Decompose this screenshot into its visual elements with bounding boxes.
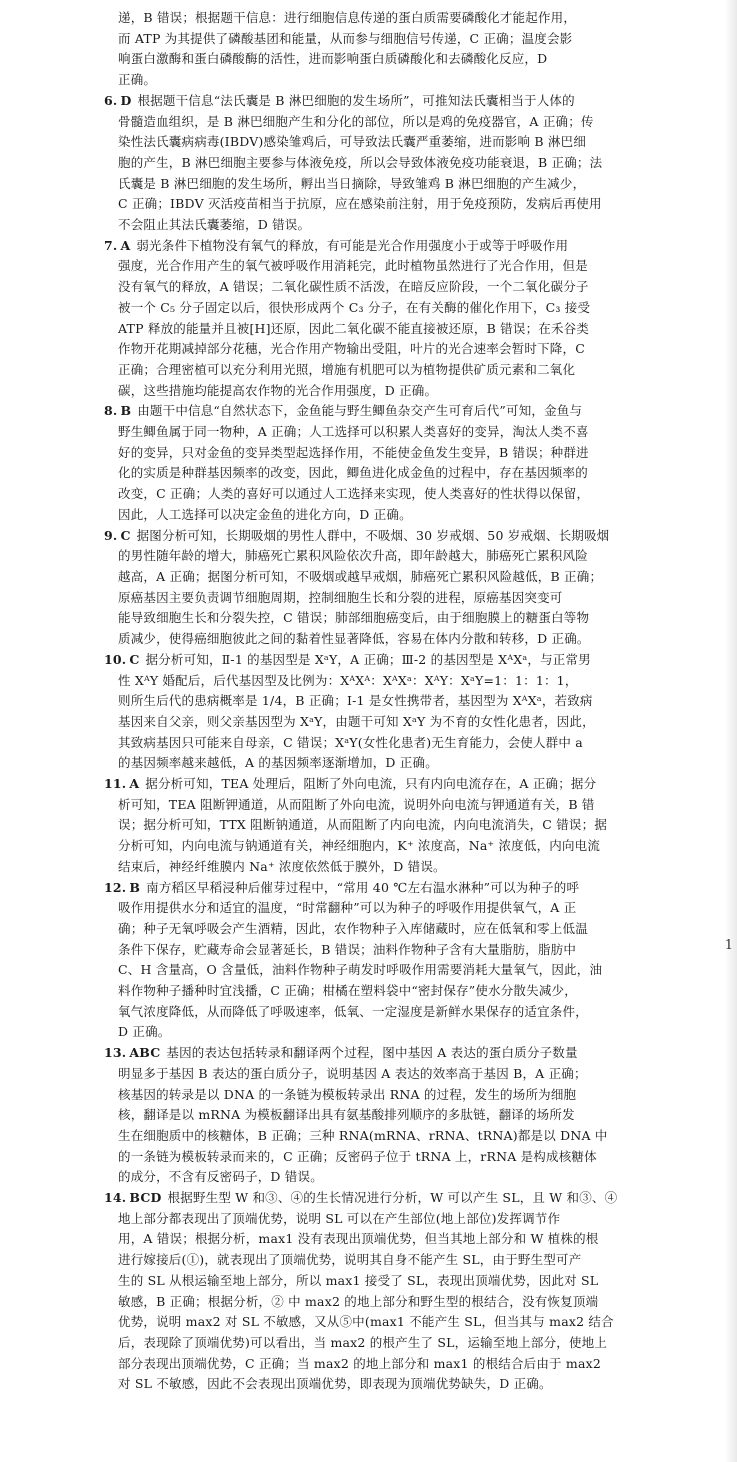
question-number: 12. [104,879,127,895]
answer-choice: B [129,879,141,895]
answer-text: 据图分析可知，长期吸烟的男性人群中，不吸烟、30 岁戒烟、50 岁戒烟、长期吸烟 [136,527,610,543]
question-number: 11. [104,776,127,792]
question-number: 10. [104,651,127,667]
answer-line: 生的 SL 从根运输至地上部分，所以 max1 接受了 SL，表现出顶端优势，因此对 SL [118,1272,599,1288]
answer-line: 作物开花期减掉部分花穗，光合作用产物输出受阻，叶片的光合速率会暂时下降，C [118,341,585,357]
answer-line: ATP 释放的能量并且被[H]还原，因此二氧化碳不能直接被还原，B 错误；在禾谷类 [118,320,590,336]
answer-line [104,1188,713,1209]
intro-paragraph [104,8,713,91]
page-edge-shadow [725,0,737,1462]
answer-line [104,91,713,112]
question-number: 13. [104,1045,127,1061]
answer-line [104,774,713,795]
answer-line: 染性法氏囊病病毒(IBDV)感染雏鸡后，可导致法氏囊严重萎缩，进而影响 B 淋巴细 [118,134,587,150]
answer-line: 好的变异，只对金鱼的变异类型起选择作用，不能使金鱼发生变异，B 错误；种群进 [118,444,589,460]
intro-line: 而 ATP 为其提供了磷酸基团和能量，从而参与细胞信号传递，C 正确；温度会影 [118,30,573,46]
answer-list [104,91,713,1395]
answer-item [104,650,713,774]
answer-line: 核，翻译是以 mRNA 为模板翻译出具有氨基酸排列顺序的多肽链，翻译的场所发 [118,1107,575,1123]
answer-line: 的成分，不含有反密码子，D 错误。 [118,1169,323,1185]
answer-line: 吸作用提供水分和适宜的温度，“时常翻种”可以为种子的呼吸作用提供氧气，A 正 [118,900,577,916]
answer-line: 没有氧气的释放，A 错误；二氧化碳性质不活泼，在暗反应阶段，一个二氧化碳分子 [118,279,589,295]
answer-line: 性 XᴬY 婚配后，后代基因型及比例为：XᴬXᴬ：XᴬXᵃ：XᴬY：XᵃY=1：1：1：1， [118,672,578,688]
answer-line: 胞的产生，B 淋巴细胞主要参与体液免疫，所以会导致体液免疫功能衰退，B 正确；法 [118,154,603,170]
answer-line: 优势，说明 max2 对 SL 不敏感，又从⑤中(max1 不能产生 SL，但当其与 max2 结合 [118,1314,614,1330]
answer-text: 根据题干信息“法氏囊是 B 淋巴细胞的发生场所”，可推知法氏囊相当于人体的 [137,92,575,108]
answer-line: 正确；合理密植可以充分利用光照，增施有机肥可以为植物提供矿质元素和二氧化 [118,361,576,377]
answer-choice: BCD [129,1190,162,1206]
answer-line: 强度，光合作用产生的氧气被呼吸作用消耗完，此时植物虽然进行了光合作用，但是 [118,258,588,274]
answer-text: 基因的表达包括转录和翻译两个过程，图中基因 A 表达的蛋白质分子数量 [166,1045,578,1061]
answer-choice: C [129,651,140,667]
answer-line [104,401,713,422]
answer-item [104,1043,713,1188]
answer-text: 南方稻区早稻浸种后催芽过程中，“常用 40 ℃左右温水淋种”可以为种子的呼 [146,879,580,895]
answer-line: 地上部分都表现出了顶端优势，说明 SL 可以在产生部位(地上部位)发挥调节作 [118,1210,561,1226]
answer-line: 生在细胞质中的核糖体，B 正确；三种 RNA(mRNA、rRNA、tRNA)都是以 DNA 中 [118,1127,608,1143]
answer-line: 化的实质是种群基因频率的改变，因此，鲫鱼进化成金鱼的过程中，存在基因频率的 [118,465,588,481]
answer-text: 根据野生型 W 和③、④的生长情况进行分析，W 可以产生 SL，且 W 和③、④ [167,1190,618,1206]
answer-line [104,526,713,547]
answer-line: 因此，人工选择可以决定金鱼的进化方向，D 正确。 [118,506,412,522]
answer-line: 对 SL 不敏感，因此不会表现出顶端优势，即表现为顶端优势缺失，D 正确。 [118,1376,552,1392]
answer-item [104,91,713,236]
answer-line: 被一个 C₅ 分子固定以后，很快形成两个 C₃ 分子，在有关酶的催化作用下，C₃ 接受 [118,299,591,315]
answer-line: 进行嫁接后(①)，就表现出了顶端优势，说明其自身不能产生 SL，由于野生型可产 [118,1252,582,1268]
question-number: 14. [104,1190,127,1206]
answer-line: C、H 含量高，O 含量低，油料作物种子萌发时呼吸作用需要消耗大量氧气，因此，油 [118,962,603,978]
answer-line: 氏囊是 B 淋巴细胞的发生场所，孵出当日摘除，导致雏鸡 B 淋巴细胞的产生减少， [118,175,586,191]
answer-item [104,236,713,402]
answer-item [104,526,713,650]
answer-line: 部分表现出顶端优势，C 正确；当 max2 的地上部分和 max1 的根结合后由于 max2 [118,1355,602,1371]
answer-line: 分析可知，内向电流与钠通道有关，神经细胞内，K⁺ 浓度高，Na⁺ 浓度低，内向电流 [118,838,601,854]
answer-line: 不会阻止其法氏囊萎缩，D 错误。 [118,217,311,233]
answer-line: 骨髓造血组织，是 B 淋巴细胞产生和分化的部位，所以是鸡的免疫器官，A 正确；传 [118,113,594,129]
intro-line: 响蛋白激酶和蛋白磷酸酶的活性，进而影响蛋白质磷酸化和去磷酸化反应，D [118,51,548,67]
answer-line: 越高，A 正确；据图分析可知，不吸烟或越早戒烟，肺癌死亡累积风险越低，B 正确； [118,568,603,584]
answer-line: 基因来自父亲，则父亲基因型为 XᵃY，由题干可知 XᵃY 为不育的女性化患者，因此， [118,713,595,729]
answer-line: 料作物种子播种时宜浅播，C 正确；柑橘在塑料袋中“密封保存”使水分散失减少， [118,983,577,999]
answer-line: 碳，这些措施均能提高农作物的光合作用强度，D 正确。 [118,382,438,398]
intro-line: 正确。 [118,72,157,88]
answer-choice: A [129,776,140,792]
answer-line: 原癌基因主要负责调节细胞周期，控制细胞生长和分裂的进程，原癌基因突变可 [118,589,563,605]
answer-line: 析可知，TEA 阻断钾通道，从而阻断了外向电流，说明外向电流与钾通道有关，B 错 [118,796,595,812]
answer-line: 其致病基因只可能来自母亲，C 错误；XᵃY(女性化患者)无生育能力，会使人群中 a [118,734,583,750]
answer-line: 敏感，B 正确；根据分析，② 中 max2 的地上部分和野生型的根结合，没有恢复顶端 [118,1293,599,1309]
answer-line: 氧气浓度降低，从而降低了呼吸速率，低氧、一定湿度是新鲜水果保存的适宜条件， [118,1003,588,1019]
answer-line: 确；种子无氧呼吸会产生酒精，因此，农作物种子入库储藏时，应在低氧和零上低温 [118,920,588,936]
answer-line: C 正确；IBDV 灭活疫苗相当于抗原，应在感染前注射，用于免疫预防，发病后再使用 [118,196,602,212]
answer-item [104,1188,713,1395]
answer-line: 改变，C 正确；人类的喜好可以通过人工选择来实现，使人类喜好的性状得以保留， [118,486,590,502]
answer-choice: B [120,403,132,419]
answer-line [104,650,713,671]
answer-line: 的一条链为模板转录而来的，C 正确；反密码子位于 tRNA 上，rRNA 是构成核糖体 [118,1148,597,1164]
question-number: 6. [104,92,118,108]
question-number: 7. [104,237,118,253]
answer-text: 据分析可知，Ⅱ-1 的基因型是 XᵃY，A 正确；Ⅲ-2 的基因型是 XᴬXᵃ，与正常男 [145,651,591,667]
answer-text: 由题干中信息“自然状态下，金鱼能与野生鲫鱼杂交产生可育后代”可知，金鱼与 [137,403,583,419]
question-number: 9. [104,527,118,543]
answer-line: 野生鲫鱼属于同一物种，A 正确；人工选择可以积累人类喜好的变异，淘汰人类不喜 [118,424,589,440]
answer-item [104,878,713,1044]
answer-choice: A [120,237,131,253]
answer-choice: C [120,527,131,543]
answer-line: 明显多于基因 B 表达的蛋白质分子，说明基因 A 表达的效率高于基因 B，A 正确； [118,1065,587,1081]
answer-choice: ABC [129,1045,161,1061]
answer-line: 误；据分析可知，TTX 阻断钠通道，从而阻断了内向电流，内向电流消失，C 错误；据 [118,817,608,833]
answer-item [104,401,713,525]
answer-line: D 正确。 [118,1024,171,1040]
answer-line [104,1043,713,1064]
answer-line: 的基因频率越来越低，A 的基因频率逐渐增加，D 正确。 [118,755,438,771]
answer-line: 后，表现除了顶端优势)可以看出，当 max2 的根产生了 SL，运输至地上部分，使地上 [118,1335,608,1350]
answer-item [104,774,713,878]
answer-line: 质减少，使得癌细胞彼此之间的黏着性显著降低，容易在体内分散和转移，D 正确。 [118,631,590,647]
answer-line [104,878,713,899]
answer-text: 据分析可知，TEA 处理后，阻断了外向电流，只有内向电流存在，A 正确；据分 [145,776,597,792]
intro-line: 递，B 错误；根据题干信息：进行细胞信息传递的蛋白质需要磷酸化才能起作用， [118,10,577,25]
question-number: 8. [104,403,118,419]
answer-line: 用，A 错误；根据分析，max1 没有表现出顶端优势，但当其地上部分和 W 植株的根 [118,1231,599,1247]
answer-line: 的男性随年龄的增大，肺癌死亡累积风险依次升高，即年龄越大，肺癌死亡累积风险 [118,548,588,564]
answer-choice: D [120,92,132,108]
answer-line: 核基因的转录是以 DNA 的一条链为模板转录出 RNA 的过程，发生的场所为细胞 [118,1086,577,1102]
answer-text: 弱光条件下植物没有氧气的释放，有可能是光合作用强度小于或等于呼吸作用 [136,237,569,253]
answer-line: 则所生后代的患病概率是 1/4，B 正确；Ⅰ-1 是女性携带者，基因型为 XᴬXᵃ，若致病 [118,693,593,709]
edge-page-number: 1 [724,938,733,953]
answer-line: 条件下保存，贮藏寿命会显著延长，B 错误；油料作物种子含有大量脂肪，脂肪中 [118,941,577,957]
answer-line: 能导致细胞生长和分裂失控，C 错误；肺部细胞癌变后，由于细胞膜上的糖蛋白等物 [118,610,590,626]
answer-line [104,236,713,257]
answer-line: 结束后，神经纤维膜内 Na⁺ 浓度依然低于膜外，D 错误。 [118,858,446,874]
